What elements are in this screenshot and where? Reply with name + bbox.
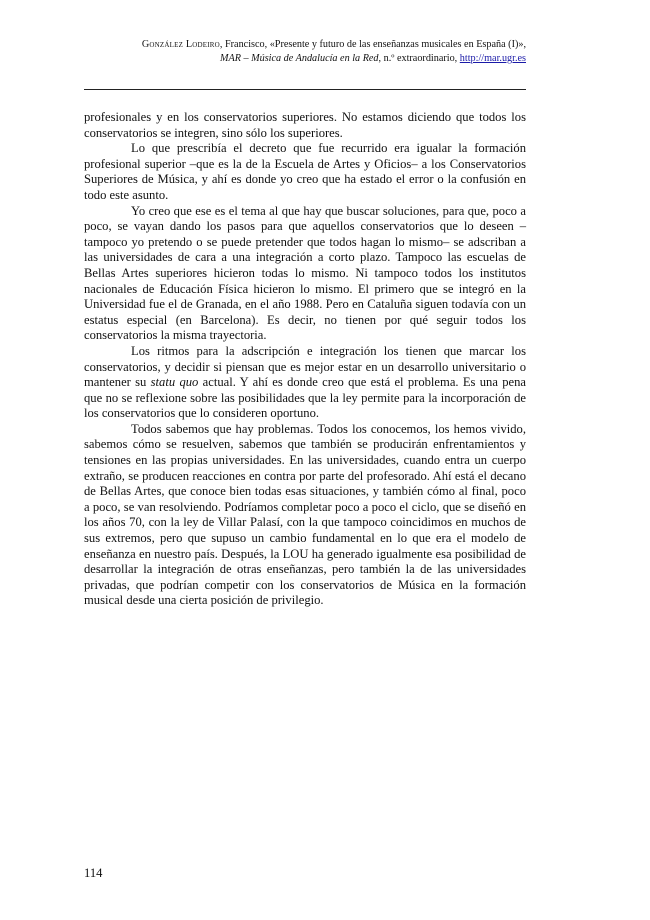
paragraph-2: Lo que prescribía el decreto que fue recurrido era igualar la formación profesional superior –que es la de la Escuela de Artes y Oficios– a los Conservatorios Superiores de Música, y ahí es donde yo creo que ha estado el error o la confusión en todo este asunto.: [84, 141, 526, 202]
paragraph-4-latin-term: statu quo: [150, 375, 199, 390]
page-number: 114: [84, 866, 103, 880]
paragraph-4-text-b: actual. Y ahí es donde creo que está el problema. Es una pena que no se reflexione sobre las posibilidades que la ley permite para la incorporación de los conservatorios que lo consideren oportuno.: [84, 375, 526, 421]
journal-url-link[interactable]: http://mar.ugr.es: [459, 52, 526, 64]
journal-issue: , n.º extraordinario,: [378, 52, 460, 64]
citation-line-2: [84, 52, 526, 66]
running-header: [84, 38, 526, 66]
paragraph-5: Todos sabemos que hay problemas. Todos los conocemos, los hemos vivido, sabemos cómo se resuelven, sabemos que también se producirán enfrentamientos y tensiones en las propias universidades. En las universidades, cuando entra un cuerpo extraño, se producen reacciones en contra por parte del profesorado. Ahí está el decano de Bellas Artes, que conoce bien todas esas situaciones, y también cómo al final, poco a poco, se van resolviendo. Podríamos completar poco a poco el ciclo, que se diseñó en los años 70, con la ley de Villar Palasí, con la que tampoco coincidimos en muchos de sus extremos, pero que supuso un cambio fundamental en lo que era el modelo de enseñanza en nuestro país. Después, la LOU ha generado igualmente esa posibilidad de desarrollar la integración de otras enseñanzas, pero también la de las universidades privadas, que podrían competir con los conservatorios de Música en la formación musical desde una cierta posición de privilegio.: [84, 421, 526, 608]
citation-author: González Lodeiro: [141, 39, 220, 50]
paragraph-3: Yo creo que ese es el tema al que hay que buscar soluciones, para que, poco a poco, se vayan dando los pasos para que aquellos conservatorios que lo deseen –tampoco yo pretendo o se puede pretender que todos hagan lo mismo– se adscriban a las universidades de cara a una integración a corto plazo. Tampoco las escuelas de Bellas Artes superiores hicieron todas lo mismo. Ni tampoco todos los institutos nacionales de Educación Física hicieron lo mismo. El primero que se integró en la Universidad fue el de Granada, en el año 1988. Pero en Cataluña siguen todavía con un estatus especial (en Barcelona). Es decir, no tienen por qué seguir todos los conservatorios la misma trayectoria.: [84, 203, 526, 343]
paragraph-1: profesionales y en los conservatorios superiores. No estamos diciendo que todos los conservatorios se integren, sino sólo los superiores.: [84, 110, 526, 140]
journal-name: MAR – Música de Andalucía en la Red: [220, 52, 379, 64]
header-divider: [84, 89, 526, 90]
citation-title: , Francisco, «Presente y futuro de las enseñanzas musicales en España (I)»,: [219, 39, 526, 50]
article-body: [84, 110, 526, 609]
paragraph-4: [84, 344, 526, 422]
citation-line-1: [84, 38, 526, 52]
paragraph-4-text-a: Los ritmos para la adscripción e integración los tienen que marcar los conservatorios, y decidir si piensan que es mejor estar en un desarrollo universitario o mantener su: [84, 343, 526, 390]
